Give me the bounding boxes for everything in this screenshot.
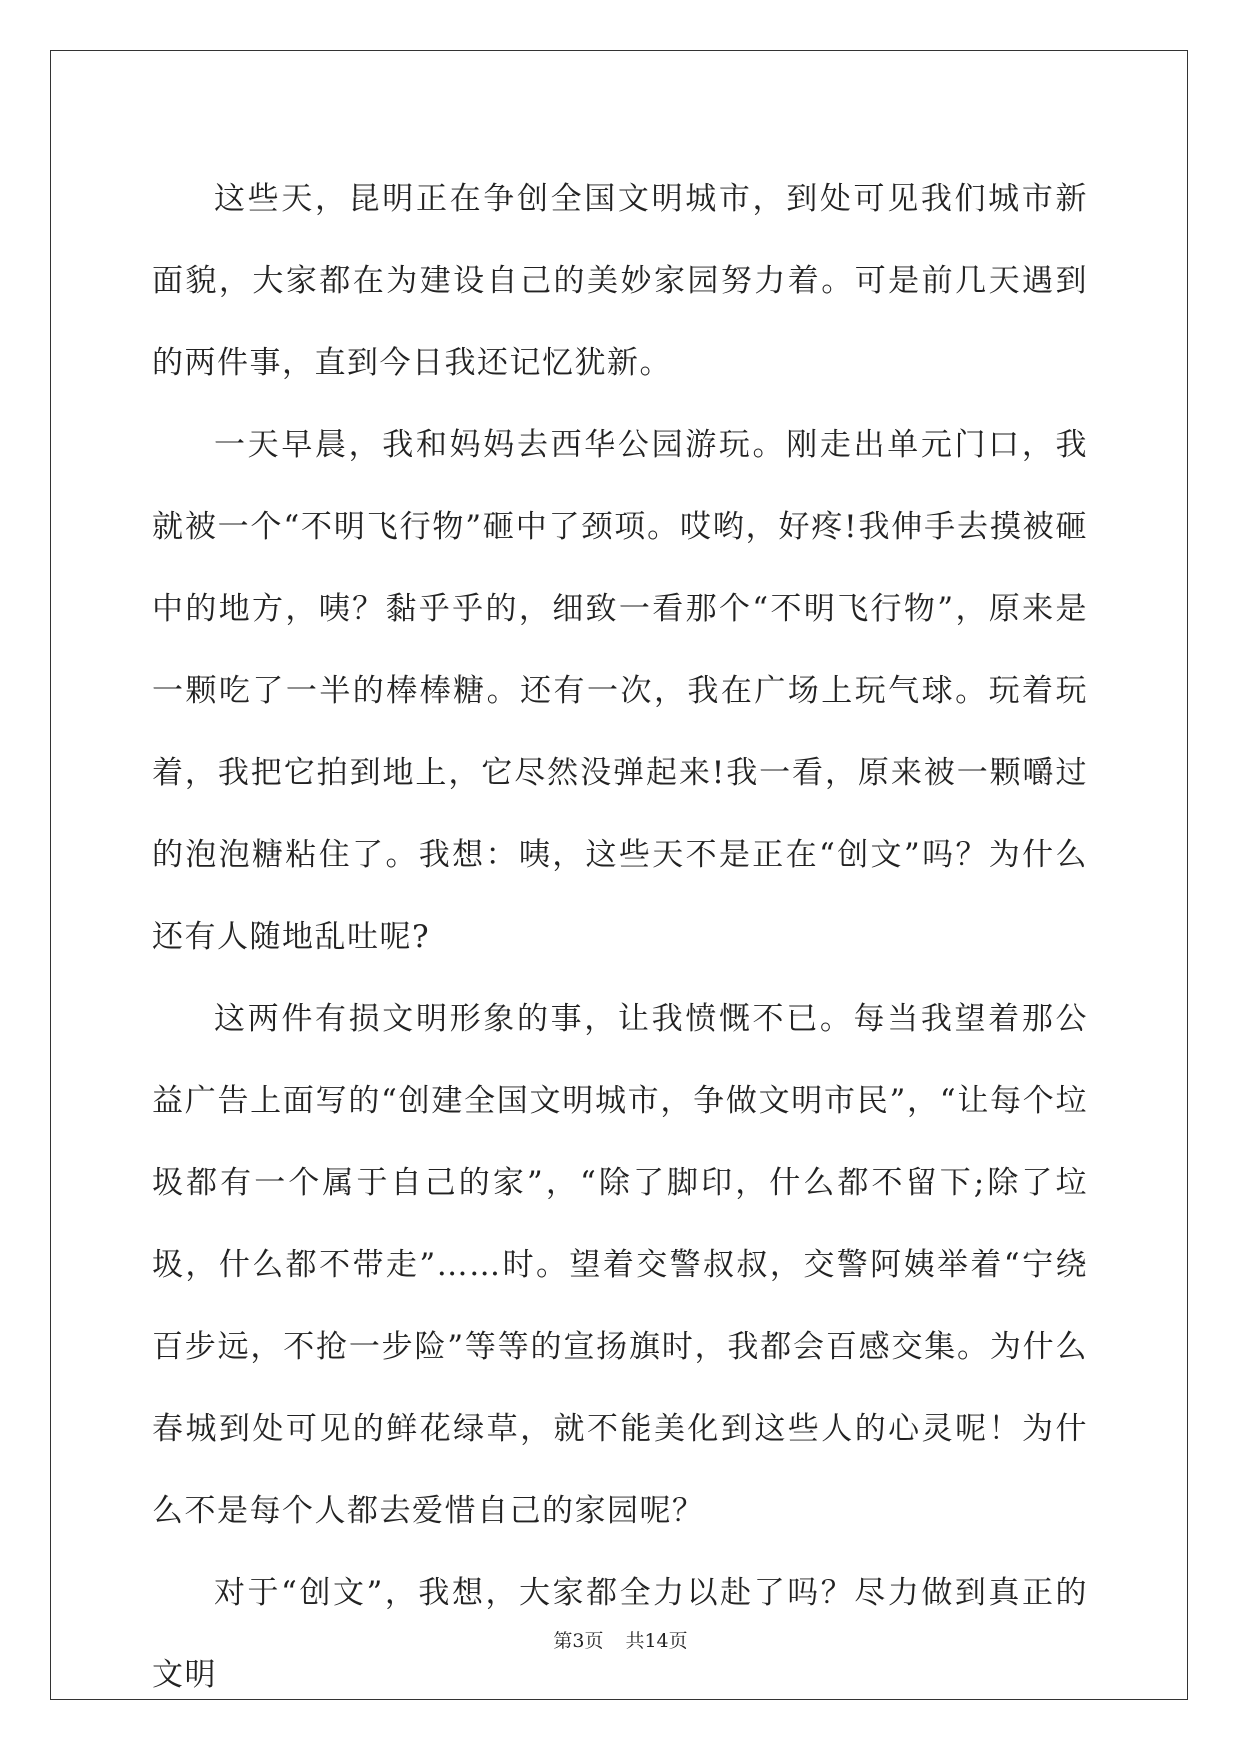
page-number-total: 共14页	[625, 1630, 688, 1652]
paragraph: 一天早晨，我和妈妈去西华公园游玩。刚走出单元门口，我就被一个“不明飞行物”砸中了颈项。哎哟，好疼!我伸手去摸被砸中的地方，咦？黏乎乎的，细致一看那个“不明飞行物”，原来是一颗吃了一半的棒棒糖。还有一次，我在广场上玩气球。玩着玩着，我把它拍到地上，它尽然没弹起来!我一看，原来被一颗嚼过的泡泡糖粘住了。我想：咦，这些天不是正在“创文”吗？为什么还有人随地乱吐呢?	[152, 427, 1088, 955]
paragraph: 这两件有损文明形象的事，让我愤慨不已。每当我望着那公益广告上面写的“创建全国文明城市，争做文明市民”，“让每个垃圾都有一个属于自己的家”，“除了脚印，什么都不留下;除了垃圾，什么都不带走”……时。望着交警叔叔，交警阿姨举着“宁绕百步远，不抢一步险”等等的宣扬旗时，我都会百感交集。为什么春城到处可见的鲜花绿草，就不能美化到这些人的心灵呢！为什么不是每个人都去爱惜自己的家园呢？	[152, 1001, 1088, 1529]
paragraph: 对于“创文”，我想，大家都全力以赴了吗？尽力做到真正的文明	[152, 1575, 1088, 1693]
page-footer	[0, 1626, 1241, 1653]
page-number-current: 第3页	[553, 1630, 604, 1652]
paragraph: 这些天，昆明正在争创全国文明城市，到处可见我们城市新面貌，大家都在为建设自己的美妙家园努力着。可是前几天遇到的两件事，直到今日我还记忆犹新。	[152, 181, 1088, 381]
document-body	[152, 158, 1088, 1716]
